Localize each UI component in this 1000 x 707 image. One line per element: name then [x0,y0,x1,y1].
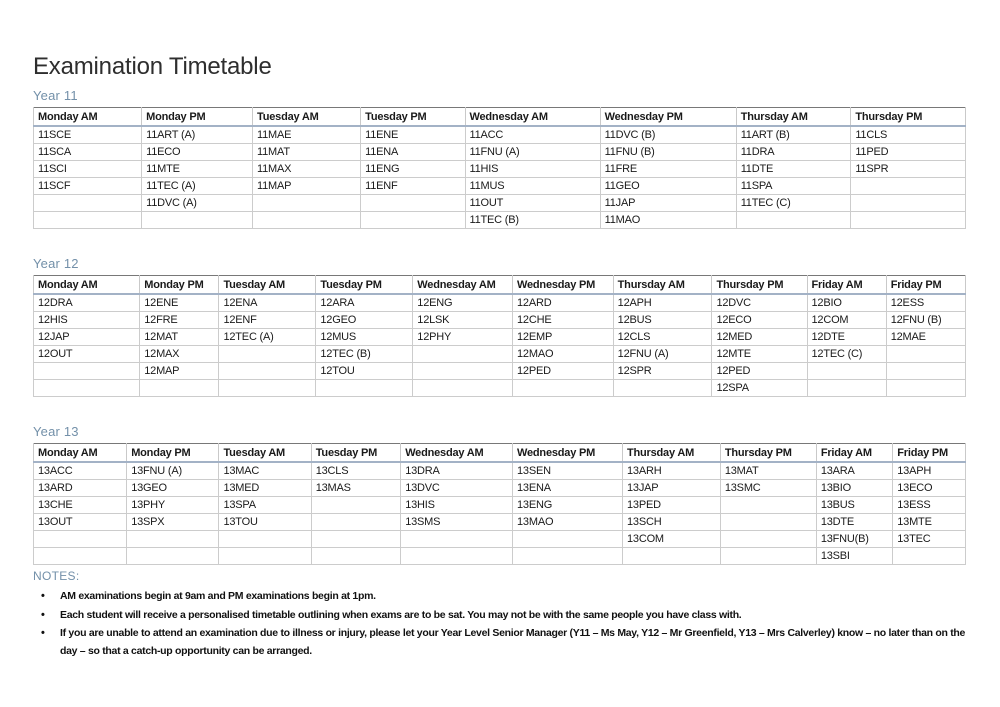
empty-cell [851,195,966,212]
empty-cell [622,548,720,565]
empty-cell [311,548,400,565]
empty-cell [127,531,219,548]
table-row [34,178,966,195]
empty-cell [34,212,142,229]
exam-code-cell: 11DVC (A) [142,195,253,212]
exam-code-cell: 13MTE [893,514,966,531]
exam-code-cell: 12ESS [886,294,965,312]
exam-code-cell: 11CLS [851,126,966,144]
column-header: Wednesday PM [513,444,623,463]
exam-code-cell: 11SCF [34,178,142,195]
note-item: • If you are unable to attend an examination due to illness or injury, please let your Year Level Senior Manager (Y11 – Ms May, Y12 – Mr Greenfield, Y13 – Mrs Calverley) know – no later than on the day – so that a catch-up opportunity can be arranged. [33,625,967,660]
exam-code-cell: 12CLS [613,329,712,346]
exam-code-cell: 13DTE [816,514,892,531]
year-11-heading: Year 11 [33,88,78,103]
column-header: Tuesday AM [219,276,316,295]
table-row [34,514,966,531]
empty-cell [613,380,712,397]
column-header: Thursday PM [720,444,816,463]
column-header: Monday PM [142,108,253,127]
column-header: Monday AM [34,108,142,127]
column-header: Thursday AM [622,444,720,463]
exam-code-cell: 12DTE [807,329,886,346]
exam-code-cell: 13FNU (A) [127,462,219,480]
empty-cell [34,531,127,548]
exam-code-cell: 13BIO [816,480,892,497]
exam-code-cell: 12TEC (C) [807,346,886,363]
year-11-timetable [33,107,966,229]
empty-cell [886,346,965,363]
year-11-section [33,88,967,229]
exam-code-cell: 11ENG [361,161,465,178]
column-header: Tuesday PM [361,108,465,127]
exam-code-cell: 11FRE [600,161,736,178]
exam-code-cell: 11ECO [142,144,253,161]
empty-cell [361,212,465,229]
exam-code-cell: 11ENA [361,144,465,161]
table-row [34,195,966,212]
empty-cell [316,380,413,397]
empty-cell [219,380,316,397]
exam-code-cell: 12COM [807,312,886,329]
exam-code-cell: 11FNU (B) [600,144,736,161]
empty-cell [893,548,966,565]
table-row [34,531,966,548]
exam-code-cell: 12EMP [513,329,614,346]
exam-code-cell: 11SCA [34,144,142,161]
exam-code-cell: 13ENG [513,497,623,514]
empty-cell [413,346,513,363]
exam-code-cell: 12TOU [316,363,413,380]
column-header: Thursday PM [851,108,966,127]
exam-code-cell: 13ARH [622,462,720,480]
exam-code-cell: 13ECO [893,480,966,497]
empty-cell [886,380,965,397]
empty-cell [807,363,886,380]
exam-code-cell: 12JAP [34,329,140,346]
column-header: Thursday AM [736,108,851,127]
column-header: Tuesday AM [253,108,361,127]
table-row [34,161,966,178]
exam-code-cell: 11ART (A) [142,126,253,144]
exam-code-cell: 11TEC (B) [465,212,600,229]
exam-code-cell: 12MAT [140,329,219,346]
exam-code-cell: 13DRA [401,462,513,480]
exam-code-cell: 12MAP [140,363,219,380]
exam-code-cell: 13ACC [34,462,127,480]
column-header: Monday AM [34,444,127,463]
exam-code-cell: 12ECO [712,312,807,329]
exam-code-cell: 12ENG [413,294,513,312]
empty-cell [513,548,623,565]
exam-code-cell: 11MAT [253,144,361,161]
exam-code-cell: 12FNU (B) [886,312,965,329]
table-row [34,380,966,397]
exam-code-cell: 13MAO [513,514,623,531]
exam-code-cell: 11ENF [361,178,465,195]
exam-code-cell: 12HIS [34,312,140,329]
column-header: Tuesday AM [219,444,311,463]
exam-code-cell: 12SPA [712,380,807,397]
empty-cell [311,514,400,531]
column-header: Friday AM [816,444,892,463]
notes-list [33,588,967,660]
empty-cell [851,178,966,195]
column-header: Friday AM [807,276,886,295]
column-header: Monday PM [127,444,219,463]
empty-cell [253,195,361,212]
exam-code-cell: 12ENE [140,294,219,312]
exam-code-cell: 12DVC [712,294,807,312]
notes-heading: NOTES: [33,569,80,583]
exam-code-cell: 11FNU (A) [465,144,600,161]
exam-code-cell: 11MAO [600,212,736,229]
empty-cell [219,548,311,565]
exam-code-cell: 13OUT [34,514,127,531]
column-header: Wednesday AM [401,444,513,463]
exam-code-cell: 13SMS [401,514,513,531]
empty-cell [720,531,816,548]
exam-code-cell: 11MAP [253,178,361,195]
year-13-timetable [33,443,966,565]
year-12-section [33,256,967,397]
column-header: Wednesday PM [513,276,614,295]
empty-cell [219,531,311,548]
exam-code-cell: 12ENF [219,312,316,329]
exam-code-cell: 11MUS [465,178,600,195]
empty-cell [720,514,816,531]
empty-cell [311,497,400,514]
column-header: Wednesday PM [600,108,736,127]
exam-code-cell: 11JAP [600,195,736,212]
exam-code-cell: 11DVC (B) [600,126,736,144]
empty-cell [311,531,400,548]
exam-code-cell: 12BUS [613,312,712,329]
exam-code-cell: 13SBI [816,548,892,565]
exam-code-cell: 12MTE [712,346,807,363]
exam-code-cell: 11ENE [361,126,465,144]
table-row [34,329,966,346]
exam-code-cell: 12PED [712,363,807,380]
empty-cell [219,346,316,363]
column-header: Monday PM [140,276,219,295]
exam-code-cell: 12ARA [316,294,413,312]
year-13-section [33,424,967,565]
exam-code-cell: 11ACC [465,126,600,144]
exam-code-cell: 11SPR [851,161,966,178]
empty-cell [361,195,465,212]
year-12-heading: Year 12 [33,256,79,271]
exam-code-cell: 12APH [613,294,712,312]
empty-cell [34,195,142,212]
empty-cell [886,363,965,380]
table-row [34,497,966,514]
exam-code-cell: 12TEC (B) [316,346,413,363]
exam-code-cell: 12MED [712,329,807,346]
column-header: Friday PM [886,276,965,295]
exam-code-cell: 13ENA [513,480,623,497]
page-title: Examination Timetable [33,53,272,80]
note-item: • Each student will receive a personalised timetable outlining when exams are to be sat. You may not be with the same people you have class with. [33,607,967,625]
empty-cell [851,212,966,229]
exam-code-cell: 12GEO [316,312,413,329]
exam-code-cell: 11DRA [736,144,851,161]
exam-code-cell: 12MAX [140,346,219,363]
exam-code-cell: 11DTE [736,161,851,178]
exam-code-cell: 13TOU [219,514,311,531]
exam-code-cell: 11MTE [142,161,253,178]
exam-code-cell: 13ESS [893,497,966,514]
empty-cell [142,212,253,229]
empty-cell [720,497,816,514]
header-row [34,276,966,295]
exam-code-cell: 13SPA [219,497,311,514]
exam-code-cell: 12MAO [513,346,614,363]
empty-cell [219,363,316,380]
table-row [34,144,966,161]
empty-cell [140,380,219,397]
exam-code-cell: 13SMC [720,480,816,497]
empty-cell [413,380,513,397]
exam-code-cell: 13MED [219,480,311,497]
exam-code-cell: 11SCE [34,126,142,144]
exam-code-cell: 13GEO [127,480,219,497]
exam-code-cell: 13ARA [816,462,892,480]
column-header: Tuesday PM [316,276,413,295]
column-header: Tuesday PM [311,444,400,463]
exam-code-cell: 13MAS [311,480,400,497]
empty-cell [807,380,886,397]
table-row [34,462,966,480]
exam-code-cell: 12MUS [316,329,413,346]
exam-code-cell: 12ENA [219,294,316,312]
empty-cell [401,548,513,565]
empty-cell [34,548,127,565]
exam-code-cell: 12ARD [513,294,614,312]
exam-code-cell: 13FNU(B) [816,531,892,548]
exam-code-cell: 12SPR [613,363,712,380]
year-13-heading: Year 13 [33,424,79,439]
table-row [34,346,966,363]
exam-code-cell: 13PHY [127,497,219,514]
empty-cell [413,363,513,380]
year-12-timetable [33,275,966,397]
exam-code-cell: 13ARD [34,480,127,497]
empty-cell [253,212,361,229]
exam-code-cell: 13CHE [34,497,127,514]
table-row [34,212,966,229]
exam-code-cell: 13TEC [893,531,966,548]
exam-code-cell: 12TEC (A) [219,329,316,346]
exam-code-cell: 12LSK [413,312,513,329]
table-row [34,126,966,144]
exam-code-cell: 13CLS [311,462,400,480]
exam-code-cell: 13SEN [513,462,623,480]
header-row [34,108,966,127]
column-header: Friday PM [893,444,966,463]
exam-code-cell: 13DVC [401,480,513,497]
exam-code-cell: 11TEC (A) [142,178,253,195]
exam-code-cell: 11TEC (C) [736,195,851,212]
empty-cell [720,548,816,565]
empty-cell [513,531,623,548]
empty-cell [34,363,140,380]
column-header: Thursday PM [712,276,807,295]
notes-section [33,569,967,660]
exam-code-cell: 11SPA [736,178,851,195]
column-header: Monday AM [34,276,140,295]
table-row [34,294,966,312]
header-row [34,444,966,463]
exam-code-cell: 11PED [851,144,966,161]
empty-cell [736,212,851,229]
column-header: Wednesday AM [413,276,513,295]
column-header: Thursday AM [613,276,712,295]
exam-code-cell: 11GEO [600,178,736,195]
exam-code-cell: 13JAP [622,480,720,497]
table-row [34,363,966,380]
exam-code-cell: 11HIS [465,161,600,178]
empty-cell [34,380,140,397]
exam-code-cell: 13SPX [127,514,219,531]
exam-code-cell: 12FNU (A) [613,346,712,363]
exam-code-cell: 11MAE [253,126,361,144]
exam-code-cell: 13APH [893,462,966,480]
exam-code-cell: 12BIO [807,294,886,312]
empty-cell [127,548,219,565]
exam-code-cell: 11SCI [34,161,142,178]
note-item: • AM examinations begin at 9am and PM examinations begin at 1pm. [33,588,967,606]
exam-code-cell: 12DRA [34,294,140,312]
column-header: Wednesday AM [465,108,600,127]
exam-code-cell: 12PHY [413,329,513,346]
table-row [34,548,966,565]
exam-code-cell: 13MAC [219,462,311,480]
exam-code-cell: 11ART (B) [736,126,851,144]
empty-cell [513,380,614,397]
exam-code-cell: 12MAE [886,329,965,346]
exam-code-cell: 13SCH [622,514,720,531]
exam-code-cell: 12PED [513,363,614,380]
table-row [34,312,966,329]
exam-code-cell: 13HIS [401,497,513,514]
exam-code-cell: 12CHE [513,312,614,329]
exam-code-cell: 12OUT [34,346,140,363]
exam-code-cell: 13COM [622,531,720,548]
exam-code-cell: 13PED [622,497,720,514]
exam-code-cell: 11OUT [465,195,600,212]
exam-code-cell: 11MAX [253,161,361,178]
empty-cell [401,531,513,548]
exam-code-cell: 12FRE [140,312,219,329]
exam-code-cell: 13MAT [720,462,816,480]
table-row [34,480,966,497]
exam-code-cell: 13BUS [816,497,892,514]
